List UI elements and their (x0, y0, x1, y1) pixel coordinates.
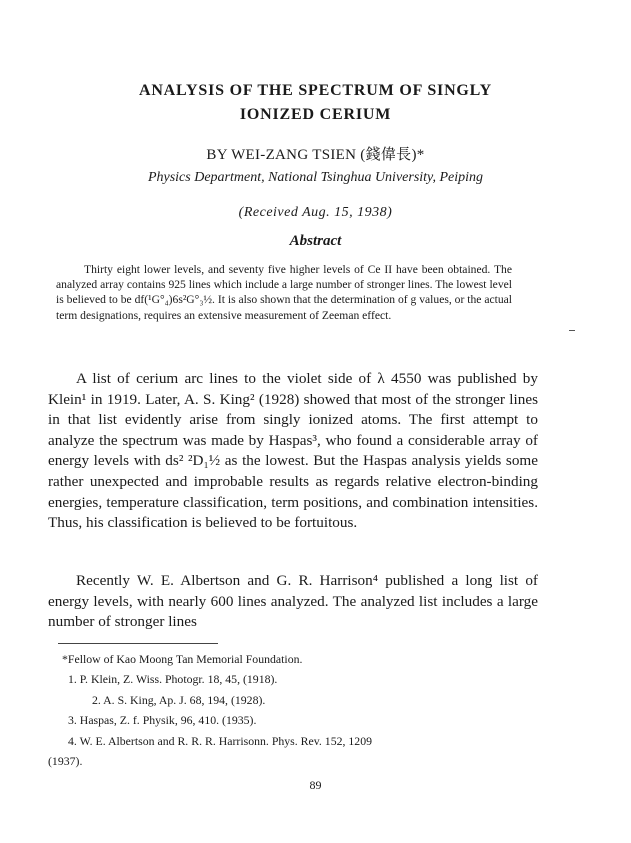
margin-mark (569, 330, 575, 331)
footnote-ref-1: 1. P. Klein, Z. Wiss. Photogr. 18, 45, (1918). (68, 672, 278, 687)
body-paragraph-1 (48, 369, 538, 534)
page-number: 89 (309, 778, 322, 792)
paragraph-2-text: Recently W. E. Albertson and G. R. Harrison⁴ published a long list of energy levels, with nearly 600 lines analyzed. The analyzed list includes a large number of stronger lines (48, 572, 538, 631)
abstract-heading: Abstract (289, 233, 342, 249)
footnote-rule (58, 643, 218, 644)
article-title-line-1: ANALYSIS OF THE SPECTRUM OF SINGLY (138, 82, 493, 99)
footnote-fellow: *Fellow of Kao Moong Tan Memorial Foundation. (62, 652, 303, 666)
article-title-line-2: IONIZED CERIUM (239, 106, 392, 123)
abstract-text: Thirty eight lower levels, and seventy five higher levels of Ce II have been obtained. The analyzed array contains 925 lines which include a large number of stronger lines. The lowest level is believed to be df(¹G°₄)6s²G°₃½. It is also shown that the determination of g values, or the actual term designations, requires an extensive measurement of Zeeman effect. (56, 263, 512, 322)
received-date: (Received Aug. 15, 1938) (238, 205, 393, 220)
footnote-ref-4: 4. W. E. Albertson and R. R. R. Harrisonn. Phys. Rev. 152, 1209 (68, 733, 372, 748)
footnote-ref-3: 3. Haspas, Z. f. Physik, 96, 410. (1935). (68, 713, 257, 728)
footnotes (48, 649, 540, 771)
abstract (56, 262, 512, 323)
author-affiliation: Physics Department, National Tsinghua University, Peiping (147, 170, 484, 185)
footnote-ref-2: 2. A. S. King, Ap. J. 68, 194, (1928). (92, 692, 266, 707)
body-paragraph-2 (48, 571, 538, 633)
footnote-ref-4-continued: (1937). (48, 754, 83, 769)
author-byline: BY WEI-ZANG TSIEN (錢偉長)* (206, 147, 425, 163)
paragraph-1-text: A list of cerium arc lines to the violet side of λ 4550 was published by Klein¹ in 1919. Later, A. S. King² (1928) showed that most of the stronger lines in that list evidently arise from singly ionized atoms. The first attempt to analyze the spectrum was made by Haspas³, who found a considerable array of energy levels with ds² ²D₁½ as the lowest. But the Haspas analysis yields some rather unexpected and improbable results as regards relative electron-binding energies, temperature classification, term positions, and combination intensities. Thus, his classification is believed to be fortuitous. (48, 370, 538, 532)
